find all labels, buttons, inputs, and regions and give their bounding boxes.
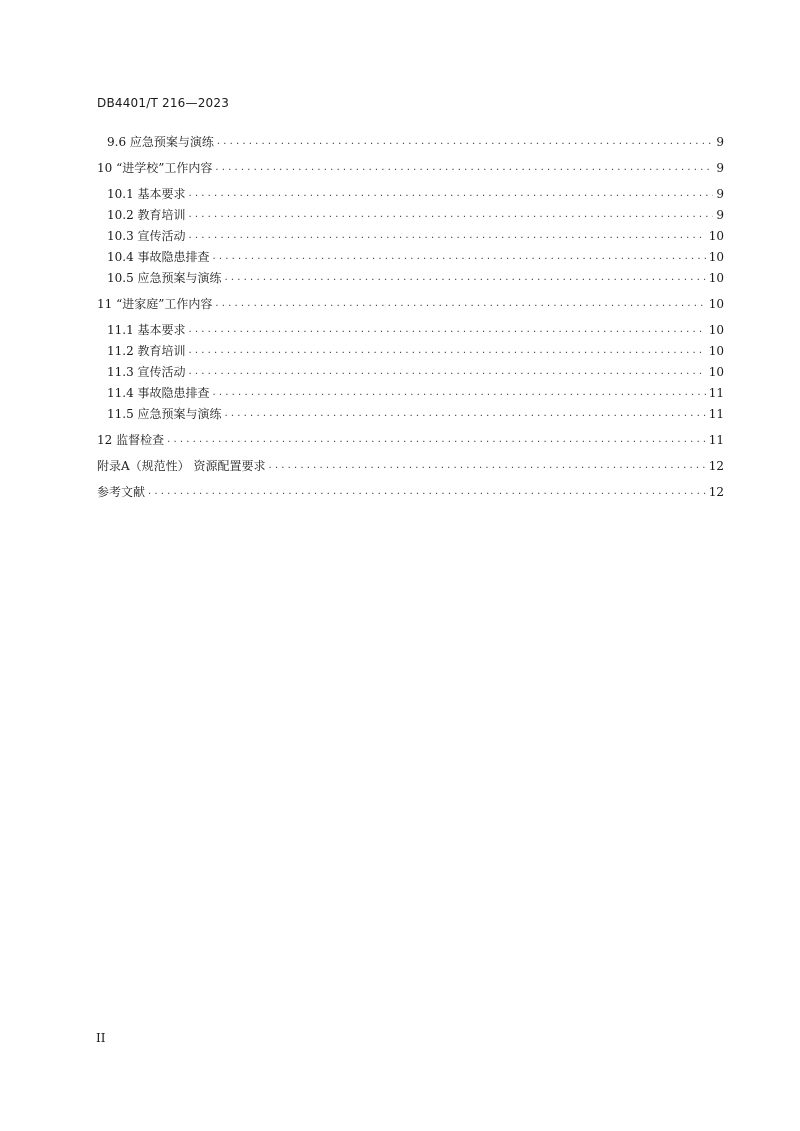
document-code: DB4401/T 216—2023 <box>97 96 230 110</box>
page-number: II <box>96 1031 106 1045</box>
toc-entry-10-1[interactable] <box>107 184 724 202</box>
toc-entry-page: 10 <box>708 323 724 337</box>
toc-dot-leader <box>268 458 705 474</box>
toc-entry-page: 11 <box>708 433 724 447</box>
toc-dot-leader <box>225 270 706 286</box>
toc-entry-title: 11.4 事故隐患排查 <box>107 386 210 400</box>
toc-entry-title: 参考文献 <box>97 485 146 499</box>
toc-entry-title: 9.6 应急预案与演练 <box>107 135 214 149</box>
toc-entry-title: 10.4 事故隐患排查 <box>107 250 210 264</box>
toc-entry-references[interactable] <box>97 482 724 500</box>
toc-entry-page: 10 <box>708 344 724 358</box>
toc-entry-page: 9 <box>716 135 724 149</box>
toc-entry-11-5[interactable] <box>107 404 724 422</box>
toc-entry-title: 11 “进家庭”工作内容 <box>97 297 213 311</box>
toc-entry-page: 12 <box>708 485 724 499</box>
toc-dot-leader <box>213 385 706 401</box>
toc-entry-11[interactable] <box>97 294 724 312</box>
toc-dot-leader <box>215 160 713 176</box>
toc-entry-page: 11 <box>708 407 724 421</box>
toc-dot-leader <box>189 322 706 338</box>
toc-entry-title: 10.1 基本要求 <box>107 187 186 201</box>
toc-entry-9-6[interactable] <box>107 132 724 150</box>
toc-dot-leader <box>215 296 705 312</box>
toc-entry-page: 9 <box>716 187 724 201</box>
toc-entry-10[interactable] <box>97 158 724 176</box>
toc-entry-title: 12 监督检查 <box>97 433 165 447</box>
toc-entry-10-3[interactable] <box>107 226 724 244</box>
toc-entry-page: 11 <box>708 386 724 400</box>
toc-entry-10-2[interactable] <box>107 205 724 223</box>
toc-entry-page: 10 <box>708 250 724 264</box>
toc-dot-leader <box>189 364 706 380</box>
toc-entry-title: 10 “进学校”工作内容 <box>97 161 213 175</box>
toc-entry-page: 10 <box>708 271 724 285</box>
toc-dot-leader <box>213 249 706 265</box>
toc-dot-leader <box>189 207 714 223</box>
toc-dot-leader <box>189 228 706 244</box>
toc-entry-10-4[interactable] <box>107 247 724 265</box>
toc-entry-11-2[interactable] <box>107 341 724 359</box>
toc-entry-12[interactable] <box>97 430 724 448</box>
toc-dot-leader <box>225 406 706 422</box>
toc-dot-leader <box>217 134 713 150</box>
toc-entry-11-1[interactable] <box>107 320 724 338</box>
toc-entry-10-5[interactable] <box>107 268 724 286</box>
toc-entry-title: 10.2 教育培训 <box>107 208 186 222</box>
toc-entry-title: 10.5 应急预案与演练 <box>107 271 222 285</box>
toc-entry-appendix-a[interactable] <box>97 456 724 474</box>
toc-entry-title: 11.1 基本要求 <box>107 323 186 337</box>
toc-entry-page: 10 <box>708 297 724 311</box>
toc-entry-title: 10.3 宣传活动 <box>107 229 186 243</box>
toc-entry-page: 10 <box>708 365 724 379</box>
toc-dot-leader <box>189 186 714 202</box>
toc-entry-title: 11.2 教育培训 <box>107 344 186 358</box>
toc-dot-leader <box>148 484 706 500</box>
toc-entry-page: 9 <box>716 208 724 222</box>
toc-entry-11-3[interactable] <box>107 362 724 380</box>
toc-entry-page: 12 <box>708 459 724 473</box>
toc-entry-title: 11.5 应急预案与演练 <box>107 407 222 421</box>
toc-entry-page: 9 <box>716 161 724 175</box>
toc-entry-11-4[interactable] <box>107 383 724 401</box>
toc-dot-leader <box>167 432 706 448</box>
toc-dot-leader <box>189 343 706 359</box>
toc-entry-title: 附录A（规范性） 资源配置要求 <box>97 459 266 473</box>
toc-entry-title: 11.3 宣传活动 <box>107 365 186 379</box>
toc-entry-page: 10 <box>708 229 724 243</box>
